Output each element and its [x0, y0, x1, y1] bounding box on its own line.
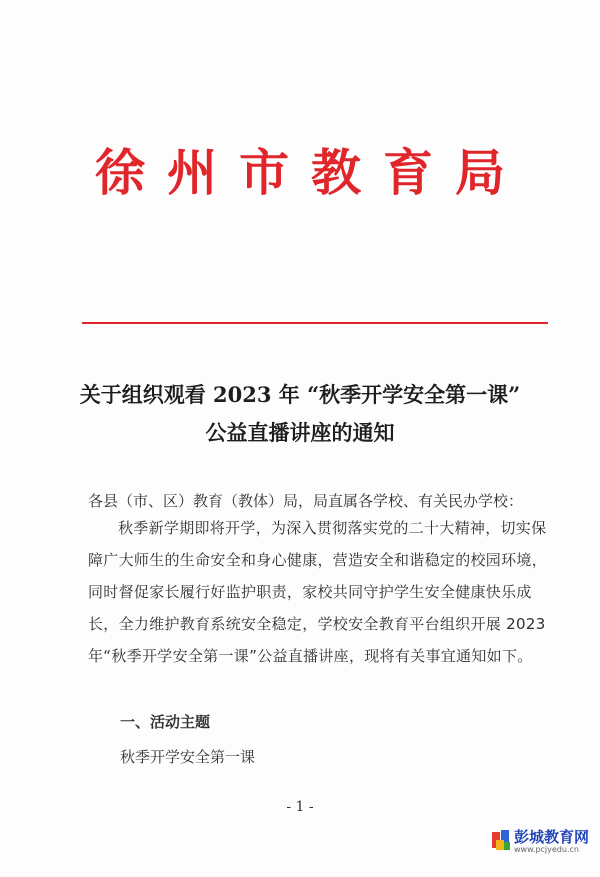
site-watermark	[490, 826, 598, 860]
watermark-site-name: 彭城教育网	[514, 828, 590, 846]
section-heading-theme: 一、活动主题	[120, 713, 211, 731]
notice-title-line-2: 公益直播讲座的通知	[205, 420, 395, 445]
page-number: - 1 -	[286, 799, 314, 815]
body-paragraph: 秋季新学期即将开学，为深入贯彻落实党的二十大精神，切实保障广大师生的生命安全和身心健康，营造安全和谐稳定的校园环境，同时督促家长履行好监护职责，家校共同守护学生安全健康快乐成长，全力维护教育系统安全稳定，学校安全教育平台组织开展 2023 年“秋季开学安全第一课”公益直播讲座，现将有关事宜通知如下。	[88, 519, 548, 665]
salutation: 各县（市、区）教育（教体）局，局直属各学校、有关民办学校：	[88, 492, 524, 510]
section-content-theme: 秋季开学安全第一课	[120, 748, 256, 766]
letterhead-red-line	[82, 322, 548, 324]
book-logo-icon	[490, 828, 512, 852]
letterhead-title: 徐州市教育局	[95, 143, 527, 202]
watermark-url: www.pcjyedu.cn	[514, 845, 579, 854]
notice-title-line-1: 关于组织观看 2023 年 “秋季开学安全第一课”	[79, 382, 521, 407]
